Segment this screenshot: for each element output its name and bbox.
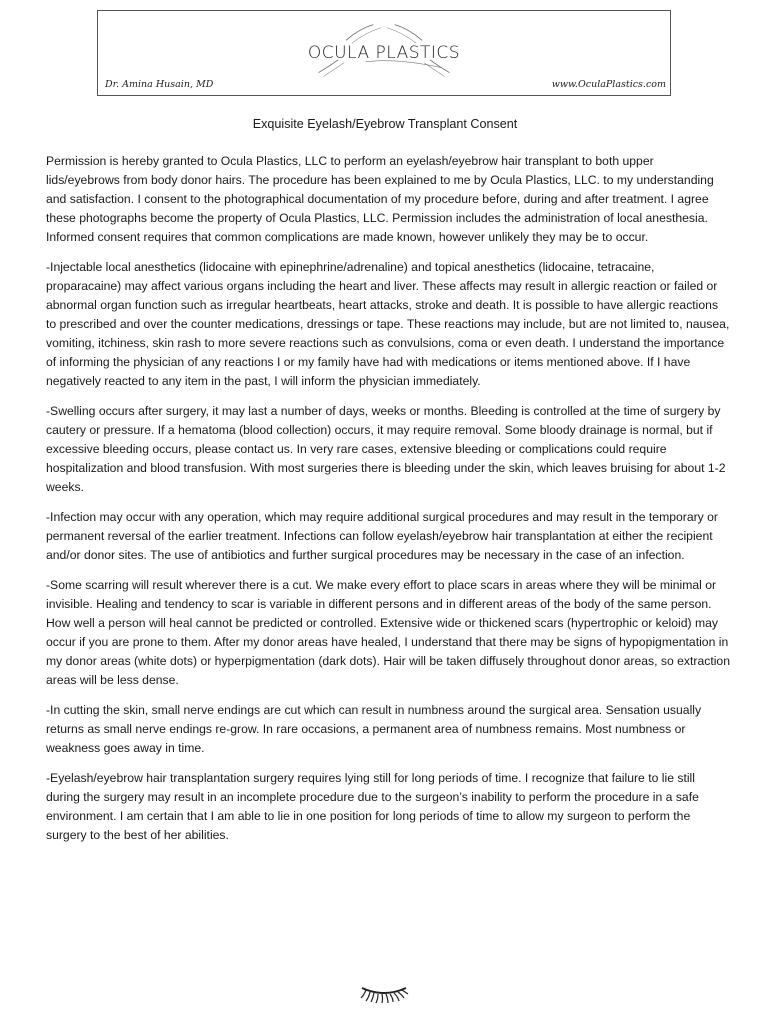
paragraph-infection: -Infection may occur with any operation, which may require additional surgical procedures and may result in the temporary or permanent reversal of the earlier treatment. Infections can follow eyelash/eyebrow hair transplantation at either the recipient and/or donor sites. The use of antibiotics and further surgical procedures may be necessary in the case of an infection. (46, 510, 718, 562)
paragraph-permission: Permission is hereby granted to Ocula Plastics, LLC to perform an eyelash/eyebrow hair transplant to both upper lids/eyebrows from body donor hairs. The procedure has been explained to me by Ocula Plastics, LLC. to my understanding and satisfaction. I consent to the photographical documentation of my procedure before, during and after treatment. I agree these photographs become the property of Ocula Plastics, LLC. Permission includes the administration of local anesthesia. Informed consent requires that common complications are made known, however unlikely they may be to occur. (46, 154, 714, 244)
website-link[interactable]: www.OculaPlastics.com (551, 79, 666, 90)
logo-text: OCULA PLASTICS (307, 43, 461, 63)
eyelash-icon (358, 980, 410, 1004)
paragraph-anesthetics: -Injectable local anesthetics (lidocaine with epinephrine/adrenaline) and topical anesthetics (lidocaine, tetracaine, proparacaine) may affect various organs including the heart and liver. These affects may result in allergic reaction or failed or abnormal organ function such as irregular heartbeats, heart attacks, stroke and death. It is possible to have allergic reactions to prescribed and over the counter medications, dressings or tape. These reactions may include, but are not limited to, nausea, vomiting, itchiness, skin rash to more severe reactions such as convulsions, coma or even death. I understand the importance of informing the physician of any reactions I or my family have had with medications or items mentioned above. If I have negatively reacted to any item in the past, I will inform the physician immediately. (46, 260, 730, 388)
document-title: Exquisite Eyelash/Eyebrow Transplant Consent (252, 117, 518, 131)
consent-body (46, 152, 730, 856)
letterhead (97, 10, 671, 96)
paragraph-numbness: -In cutting the skin, small nerve endings are cut which can result in numbness around the surgical area. Sensation usually returns as small nerve endings re-grow. In rare occasions, a permanent area of numbness remains. Most numbness or weakness goes away in time. (46, 703, 702, 755)
paragraph-scarring: -Some scarring will result wherever there is a cut. We make every effort to place scars in areas where they will be minimal or invisible. Healing and tendency to scar is variable in different persons and in different areas of the body of the same person. How well a person will heal cannot be predicted or controlled. Extensive wide or thickened scars (hypertrophic or keloid) may occur if you are prone to them. After my donor areas have healed, I understand that there may be signs of hypopigmentation in my donor areas (white dots) or hyperpigmentation (dark dots). Hair will be taken diffusely throughout donor areas, so extraction areas will be less dense. (46, 578, 730, 687)
paragraph-lying-still: -Eyelash/eyebrow hair transplantation surgery requires lying still for long periods of time. I recognize that failure to lie still during the surgery may result in an incomplete procedure due to the surgeon’s inability to perform the procedure in a safe environment. I am certain that I am able to lie in one position for long periods of time to allow my surgeon to perform the surgery to the best of her abilities. (46, 771, 699, 842)
paragraph-swelling: -Swelling occurs after surgery, it may last a number of days, weeks or months. Bleeding is controlled at the time of surgery by cautery or pressure. If a hematoma (blood collection) occurs, it may require removal. Some bloody drainage is normal, but if excessive bleeding occurs, please contact us. In very rare cases, extensive bleeding or complications could require hospitalization and blood transfusion. With most surgeries there is bleeding under the skin, which leaves bruising for about 1-2 weeks. (46, 404, 726, 494)
doctor-name: Dr. Amina Husain, MD (105, 79, 214, 90)
